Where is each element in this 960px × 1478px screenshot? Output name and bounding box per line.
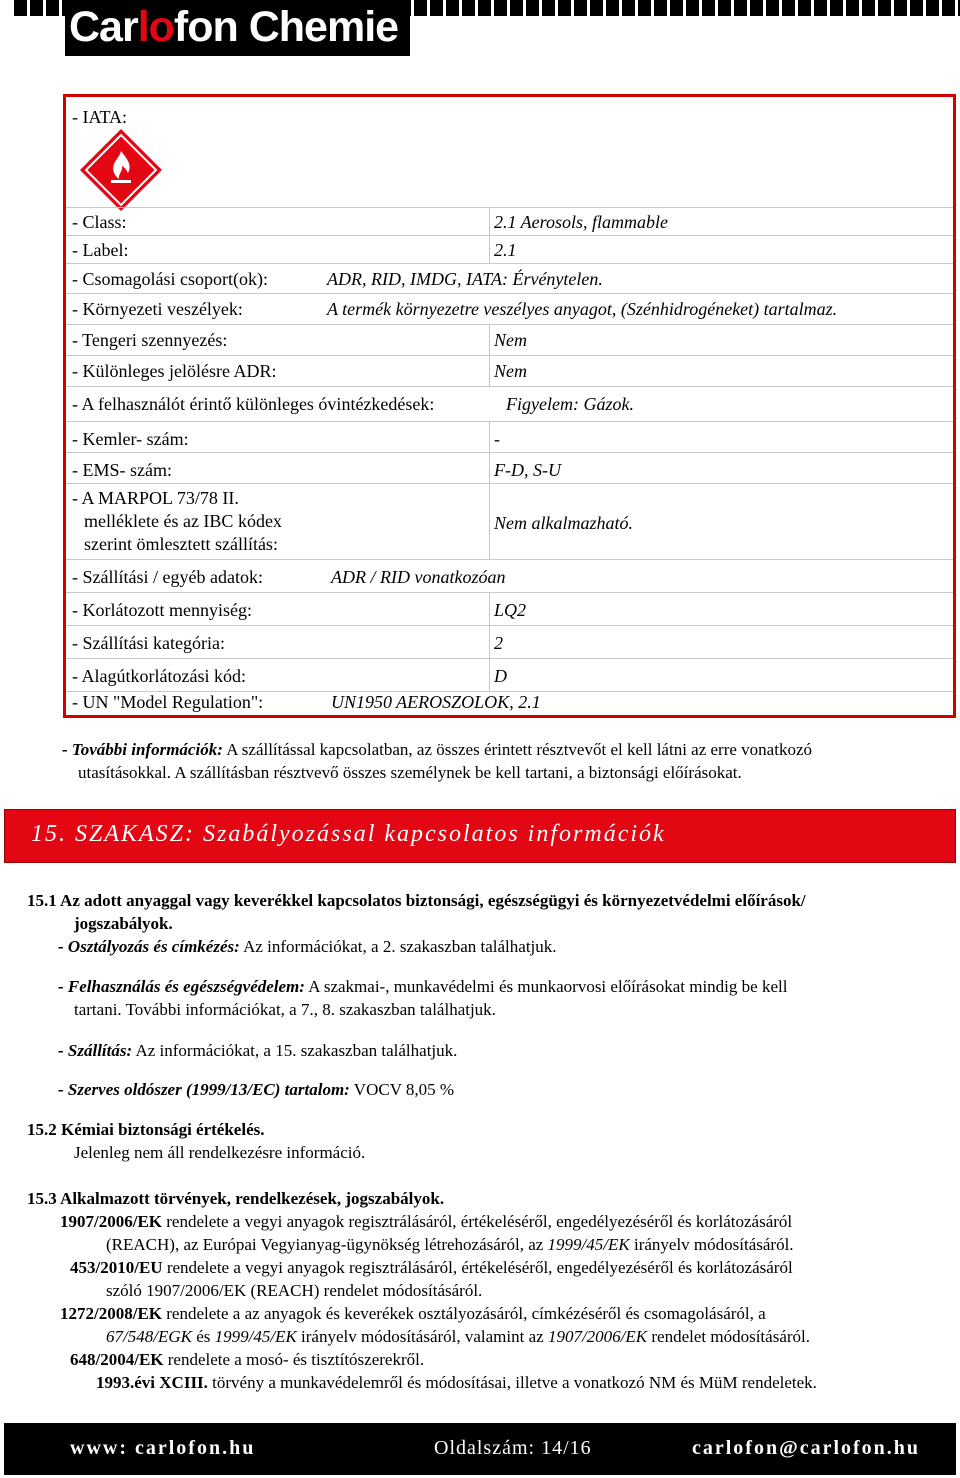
un-regulation-value: UN1950 AEROSZOLOK, 2.1 — [331, 692, 541, 712]
section-15-heading — [4, 809, 956, 863]
page-footer — [4, 1423, 956, 1475]
s152-text: Jelenleg nem áll rendelkezésre információ. — [74, 1143, 366, 1162]
environmental-hazards-label: - Környezeti veszélyek: — [72, 299, 243, 319]
label-value: 2.1 — [494, 240, 517, 260]
marine-pollutant-label: - Tengeri szennyezés: — [72, 330, 228, 350]
table-row-packing-group — [66, 263, 953, 293]
special-marking-value: Nem — [494, 361, 527, 381]
detergent-line: 648/2004/EK rendelete a mosó- és tisztítószerekről. — [70, 1350, 425, 1369]
transport-category-label: - Szállítási kategória: — [72, 633, 225, 653]
clp-line1: 1272/2008/EK rendelete a az anyagok és keverékek osztályozásáról, címkézéséről és csomagolásáról, a — [60, 1304, 766, 1323]
class-label: - Class: — [72, 212, 127, 232]
iata-label: - IATA: — [72, 107, 128, 127]
transport-category-value: 2 — [494, 633, 503, 653]
further-info-label: - További információk: — [62, 740, 223, 759]
kemler-value: - — [494, 429, 500, 449]
s151-use-line1: - Felhasználás és egészségvédelem: A szakmai-, munkavédelmi és munkaorvosi előírásokat mindig be kell — [58, 977, 788, 996]
table-row-marpol — [66, 483, 953, 559]
marpol-label-line2: melléklete és az IBC kódex — [84, 511, 282, 531]
special-marking-label: - Különleges jelölésre ADR: — [72, 361, 277, 381]
table-row-class — [66, 207, 953, 235]
tunnel-code-value: D — [494, 666, 507, 686]
ems-value: F-D, S-U — [494, 460, 561, 480]
further-info-line2: utasításokkal. A szállításban résztvevő összes személynek be kell tartani, a biztonsági előírásokat. — [78, 763, 742, 782]
table-row-limited-quantity — [66, 592, 953, 625]
further-info-line1: - További információk: A szállítással kapcsolatban, az összes érintett résztvevőt el kell látni az erre vonatkozó — [62, 740, 812, 759]
user-precautions-label: - A felhasználót érintő különleges óvintézkedések: — [72, 394, 435, 414]
other-data-label: - Szállítási / egyéb adatok: — [72, 567, 263, 587]
page-header — [0, 0, 960, 60]
tunnel-code-label: - Alagútkorlátozási kód: — [72, 666, 246, 686]
s151-voc: - Szerves oldószer (1999/13/EC) tartalom: VOCV 8,05 % — [58, 1080, 455, 1099]
class-value: 2.1 Aerosols, flammable — [494, 212, 668, 232]
law-line: 1993.évi XCIII. törvény a munkavédelemről és módosításai, illetve a vonatkozó NM és MüM rendeletek. — [96, 1373, 817, 1392]
reach-line2: (REACH), az Európai Vegyianyag-ügynökség létrehozásáról, az 1999/45/EK irányelv módosításáról. — [106, 1235, 794, 1254]
packing-group-value: ADR, RID, IMDG, IATA: Érvénytelen. — [327, 269, 603, 289]
table-row-tunnel-code — [66, 658, 953, 691]
table-row-transport-category — [66, 625, 953, 658]
limited-quantity-label: - Korlátozott mennyiség: — [72, 600, 252, 620]
r453-line1: 453/2010/EU rendelete a vegyi anyagok regisztrálásáról, értékeléséről, engedélyezéséről és korlátozásáról — [70, 1258, 793, 1277]
environmental-hazards-value: A termék környezetre veszélyes anyagot, (Szénhidrogéneket) tartalmaz. — [327, 299, 838, 319]
un-regulation-label: - UN "Model Regulation": — [72, 692, 264, 712]
ems-label: - EMS- szám: — [72, 460, 172, 480]
marine-pollutant-value: Nem — [494, 330, 527, 350]
clp-line2: 67/548/EGK és 1999/45/EK irányelv módosításáról, valamint az 1907/2006/EK rendelet módosításáról. — [106, 1327, 810, 1346]
marpol-value: Nem alkalmazható. — [494, 513, 633, 533]
company-logo: Carlofon Chemie — [65, 0, 410, 56]
footer-email: carlofon@carlofon.hu — [692, 1437, 921, 1459]
s151-classification: - Osztályozás és címkézés: Az információkat, a 2. szakaszban találhatjuk. — [58, 937, 557, 956]
flame-hazard-icon — [78, 127, 164, 213]
s153-title: 15.3 Alkalmazott törvények, rendelkezések, jogszabályok. — [27, 1189, 445, 1208]
s151-use-line2: tartani. További információkat, a 7., 8. szakaszban találhatjuk. — [74, 1000, 496, 1019]
table-row-label — [66, 235, 953, 263]
packing-group-label: - Csomagolási csoport(ok): — [72, 269, 268, 289]
table-row-other-data — [66, 559, 953, 592]
s151-transport: - Szállítás: Az információkat, a 15. szakaszban találhatjuk. — [58, 1041, 458, 1060]
transport-info-table — [63, 94, 956, 718]
reach-line1: 1907/2006/EK rendelete a vegyi anyagok regisztrálásáról, értékeléséről, engedélyezéséről és korlátozásáról — [60, 1212, 793, 1231]
table-row-ems — [66, 452, 953, 483]
marpol-label-line1: - A MARPOL 73/78 II. — [72, 488, 239, 508]
section-15-title: 15. SZAKASZ: Szabályozással kapcsolatos információk — [31, 821, 666, 847]
r453-line2: szóló 1907/2006/EK (REACH) rendelet módosításáról. — [106, 1281, 483, 1300]
kemler-label: - Kemler- szám: — [72, 429, 189, 449]
table-row-iata — [66, 97, 953, 207]
table-row-marine-pollutant — [66, 324, 953, 355]
other-data-value: ADR / RID vonatkozóan — [331, 567, 506, 587]
table-row-special-marking — [66, 355, 953, 386]
table-row-kemler — [66, 421, 953, 452]
label-label: - Label: — [72, 240, 129, 260]
footer-website: www: carlofon.hu — [70, 1437, 256, 1459]
limited-quantity-value: LQ2 — [494, 600, 527, 620]
s152-title: 15.2 Kémiai biztonsági értékelés. — [27, 1120, 265, 1139]
table-row-user-precautions — [66, 386, 953, 421]
footer-page-number: Oldalszám: 14/16 — [434, 1437, 592, 1459]
user-precautions-value: Figyelem: Gázok. — [506, 394, 634, 414]
table-row-environmental-hazards — [66, 293, 953, 324]
s151-title-line1: 15.1 Az adott anyaggal vagy keverékkel kapcsolatos biztonsági, egészségügyi és környezetvédelmi előírások/ — [27, 891, 806, 910]
table-row-un-regulation — [66, 691, 953, 715]
marpol-label-line3: szerint ömlesztett szállítás: — [84, 534, 278, 554]
s151-title-line2: jogszabályok. — [74, 914, 173, 933]
